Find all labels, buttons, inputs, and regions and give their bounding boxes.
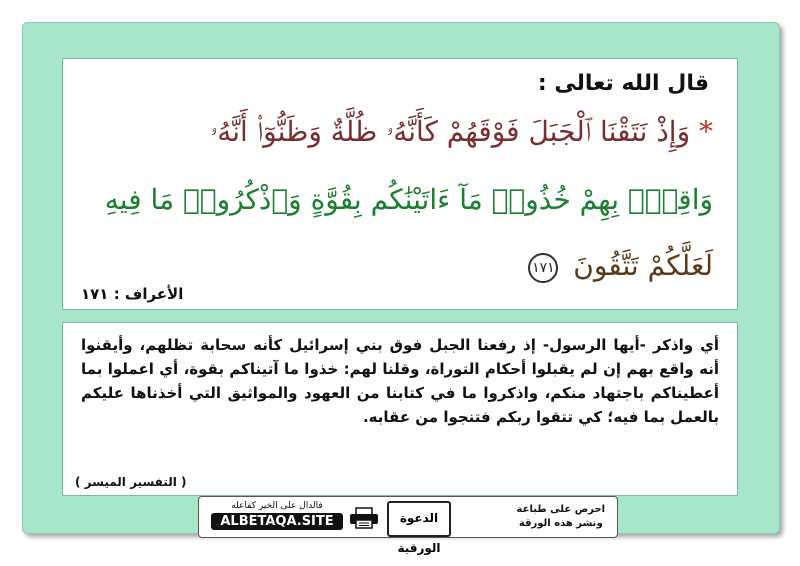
footer-banner (198, 496, 618, 555)
footer-site-block (211, 501, 343, 530)
verse-line-3-text: لَعَلَّكُمْ تَتَّقُونَ (573, 249, 713, 282)
footer-cta-line-2: ونشر هذه الورقة (518, 518, 603, 529)
star-icon: * (699, 115, 713, 148)
verse-line-3 (528, 249, 713, 283)
footer-cta-line-1: احرص على طباعة (516, 504, 605, 515)
tafsir-text: أي واذكر -أيها الرسول- إذ رفعنا الجبل فوق بني إسرائيل كأنه سحابة تظلهم، وأيقنوا أنه واقع بهم إن لم يقبلوا أحكام التوراة، وقلنا لهم: خذوا ما آتيناكم بقوة، أي اعملوا بما أعطيناكم باجتهاد منكم، واذكروا ما في كتابنا من العهود والمواثيق التي أخذناها عليكم بالعمل بما فيه؛ كي تتقوا ربكم فتنجوا من عقابه. (81, 336, 719, 426)
tafsir-card (62, 322, 738, 496)
footer-call-to-action (517, 503, 605, 531)
footer-tagline: فالدال على الخير كفاعله (231, 501, 323, 511)
verse-card (62, 58, 738, 310)
verse-number-marker: ١٧١ (528, 253, 558, 283)
site-link[interactable]: ALBETAQA.SITE (211, 513, 343, 530)
logo: الدعوة الورقية (387, 501, 451, 537)
verse-heading: قال الله تعالى : (537, 71, 709, 96)
verse-line-1-text: وَإِذْ نَتَقْنَا ٱلْجَبَلَ فَوْقَهُمْ كَأَنَّهُۥ ظُلَّةٌ وَظَنُّوٓا۟ أَنَّهُۥ (210, 115, 691, 148)
verse-line-2-text: وَاقِعٌۢ بِهِمْ خُذُوا۟ مَآ ءَاتَيْنَٰكُم بِقُوَّةٍ وَٱذْكُرُوا۟ مَا فِيهِ (104, 183, 713, 216)
verse-line-1 (210, 115, 713, 149)
printer-icon (349, 507, 379, 529)
verse-source: الأعراف : ١٧١ (81, 285, 184, 303)
tafsir-credit: ( التفسير الميسر ) (75, 475, 187, 489)
verse-line-2 (105, 183, 713, 216)
